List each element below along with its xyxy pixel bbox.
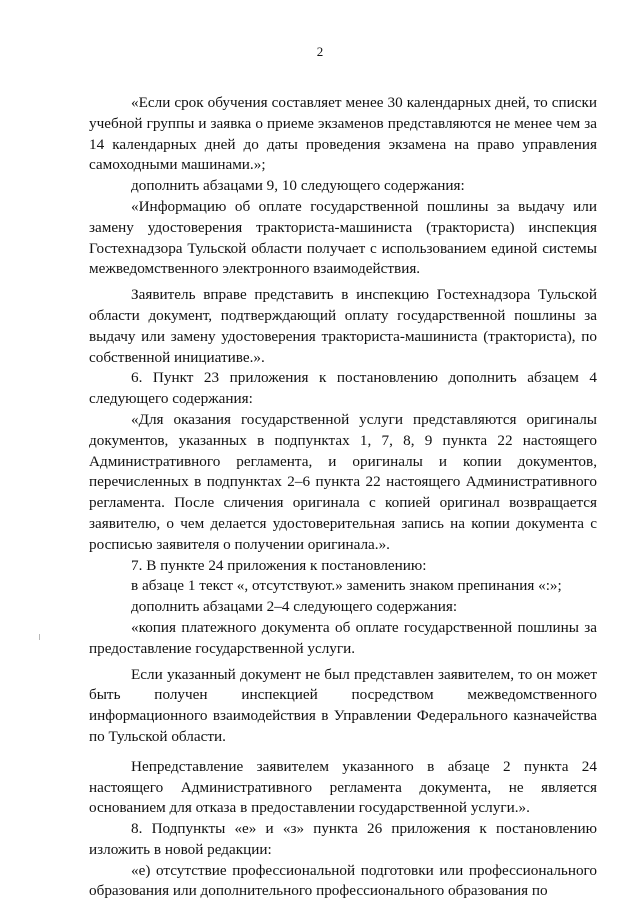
paragraph-10: «копия платежного документа об оплате государственной пошлины за предоставление государственной услуги. (89, 618, 597, 657)
paragraph-9: дополнить абзацами 2–4 следующего содержания: (131, 598, 458, 616)
paragraph-1: «Если срок обучения составляет менее 30 календарных дней, то списки учебной группы и заявка о приеме экзаменов представляются не менее чем за 14 календарных дней до даты проведения экзамена на право управления самоходными машинами.»; (89, 94, 597, 174)
document-body (89, 93, 597, 902)
paragraph-12: Непредставление заявителем указанного в абзаце 2 пункта 24 настоящего Административного регламента документа, не является основанием для отказа в предоставлении государственной услуги.». (89, 757, 597, 817)
paragraph-5: 6. Пункт 23 приложения к постановлению дополнить абзацем 4 следующего содержания: (89, 369, 597, 408)
paragraph-4: Заявитель вправе представить в инспекцию Гостехнадзора Тульской области документ, подтверждающий оплату государственной пошлины за выдачу или замену удостоверения тракториста-машиниста (тракториста), по собственной инициативе.». (89, 286, 597, 366)
paragraph-7: 7. В пункте 24 приложения к постановлению: (131, 556, 427, 574)
margin-mark (39, 634, 40, 640)
paragraph-8: в абзаце 1 текст «, отсутствуют.» заменить знаком препинания «:»; (131, 577, 562, 595)
paragraph-13: 8. Подпункты «е» и «з» пункта 26 приложения к постановлению изложить в новой редакции: (89, 820, 597, 858)
paragraph-3: «Информацию об оплате государственной пошлины за выдачу или замену удостоверения тракториста-машиниста (тракториста) инспекция Гостехнадзора Тульской области получает с использованием единой системы межведомственного электронного взаимодействия. (89, 197, 597, 278)
paragraph-6: «Для оказания государственной услуги представляются оригиналы документов, указанных в подпунктах 1, 7, 8, 9 пункта 22 настоящего Административного регламента, и оригиналы и копии документов, перечисленных в подпунктах 2–6 пункта 22 настоящего Административного регламента. После сличения оригинала с копией оригинал возвращается заявителю, о чем делается удостоверительная запись на копии документа с росписью заявителя о получении оригинала.». (89, 410, 597, 553)
paragraph-11: Если указанный документ не был представлен заявителем, то он может быть получен инспекцией посредством межведомственного информационного взаимодействия в Управлении Федерального казначейства по Тульской области. (89, 665, 597, 745)
paragraph-14: «е) отсутствие профессиональной подготовки или профессионального образования или дополнительного профессионального образования по (89, 861, 597, 900)
page-number: 2 (316, 44, 324, 59)
paragraph-2: дополнить абзацами 9, 10 следующего содержания: (131, 177, 465, 195)
